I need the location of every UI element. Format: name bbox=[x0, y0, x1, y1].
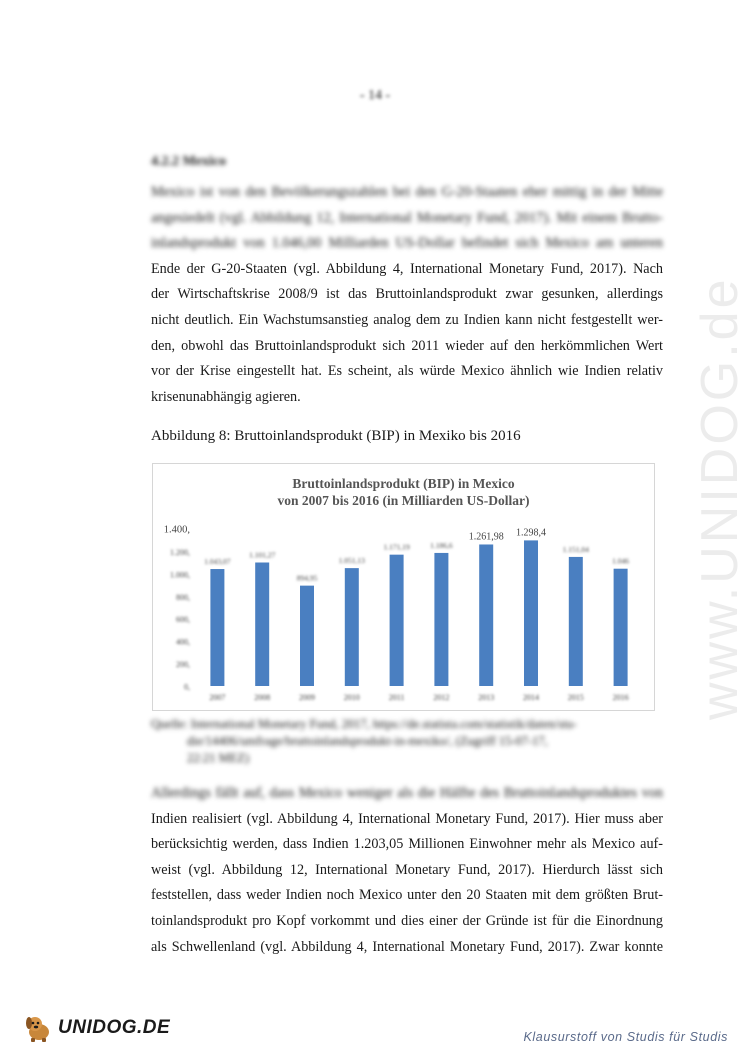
footer-logo bbox=[22, 1013, 170, 1043]
source-line: die/14406/umfrage/bruttoinlandsprodukt-in-mexiko/, (Zugriff 15-07-17, bbox=[187, 734, 548, 748]
bar-value-label: 894,95 bbox=[296, 573, 318, 583]
chart-subtitle: von 2007 bis 2016 (in Milliarden US-Dollar) bbox=[277, 493, 530, 508]
bar-2012 bbox=[434, 553, 448, 686]
x-tick-label: 2013 bbox=[478, 693, 495, 702]
dog-icon bbox=[22, 1013, 56, 1043]
y-tick-label: 800, bbox=[176, 592, 190, 602]
text-line: krisenunabhängig agieren. bbox=[151, 388, 301, 405]
x-tick-label: 2011 bbox=[388, 693, 405, 702]
source-line: 22:21 MEZ) bbox=[187, 751, 250, 765]
paragraph-mexico-comparison bbox=[151, 781, 663, 960]
y-tick-label: 400, bbox=[176, 637, 190, 647]
text-line: Mexico ist von den Bevölkerungszahlen bei den G-20-Staaten eher mittig in der Mitte bbox=[151, 184, 663, 200]
text-line: vor der Krise eingestellt hat. Es scheint, als würde Mexico ähnlich wie Indien relativ bbox=[151, 363, 663, 380]
bar-2013 bbox=[479, 544, 493, 686]
bar-value-label: 1.046 bbox=[612, 556, 630, 566]
source-line: Quelle: International Monetary Fund, 2017, https://de.statista.com/statistik/daten/stu- bbox=[151, 717, 577, 731]
text-line: den, obwohl das Bruttoinlandsprodukt sich 2011 wieder auf den herkömmlichen Wert bbox=[151, 337, 663, 354]
footer-logo-text: UNIDOG.DE bbox=[58, 1017, 171, 1038]
bar-value-label: 1.261,98 bbox=[468, 531, 504, 543]
bar-2008 bbox=[255, 563, 269, 686]
x-tick-label: 2009 bbox=[299, 693, 315, 702]
y-tick-label: 1.400, bbox=[163, 524, 190, 536]
figure-source bbox=[151, 716, 663, 767]
text-line: Allerdings fällt auf, dass Mexico weniger als die Hälfte des Bruttoinlandsproduktes von bbox=[151, 785, 663, 801]
section-heading: 4.2.2 Mexico bbox=[151, 154, 227, 169]
y-tick-label: 1.000, bbox=[170, 570, 190, 580]
x-tick-label: 2015 bbox=[567, 693, 584, 702]
text-line: inlandsprodukt von 1.046,00 Milliarden US-Dollar befindet sich Mexico am unteren bbox=[151, 235, 663, 252]
x-tick-label: 2007 bbox=[209, 693, 226, 702]
bar-2009 bbox=[300, 586, 314, 686]
text-line: als Schwellenland (vgl. Abbildung 4, International Monetary Fund, 2017). Zwar konnte bbox=[151, 938, 663, 955]
footer-tagline: Klausurstoff von Studis für Studis bbox=[523, 1030, 728, 1044]
figure-caption: Abbildung 8: Bruttoinlandsprodukt (BIP) in Mexiko bis 2016 bbox=[151, 428, 521, 444]
bar-value-label: 1.298,4 bbox=[516, 527, 546, 539]
y-tick-label: 1.200, bbox=[170, 547, 190, 557]
bar-value-label: 1.171,19 bbox=[383, 542, 410, 552]
x-tick-label: 2008 bbox=[254, 693, 271, 702]
bar-value-label: 1.101,27 bbox=[249, 550, 276, 560]
text-line: nicht deutlich. Ein Wachstumsanstieg analog dem zu Indien kann nicht festgestellt wer- bbox=[151, 311, 663, 328]
text-line: angesiedelt (vgl. Abbildung 12, International Monetary Fund, 2017). Mit einem Brutto- bbox=[151, 209, 663, 226]
text-line: Indien realisiert (vgl. Abbildung 4, International Monetary Fund, 2017). Hier muss aber bbox=[151, 810, 663, 827]
bar-value-label: 1.043,07 bbox=[204, 557, 231, 567]
text-line: weist (vgl. Abbildung 12, International Monetary Fund, 2017). Hierdurch lässt sich bbox=[151, 861, 663, 878]
bar-2015 bbox=[569, 557, 583, 686]
bar-2011 bbox=[390, 555, 404, 686]
bar-2010 bbox=[345, 568, 359, 686]
x-tick-label: 2014 bbox=[523, 693, 539, 702]
text-line: feststellen, dass weder Indien noch Mexico unter den 20 Staaten mit dem größten Brut- bbox=[151, 887, 663, 904]
watermark: www.UNIDOG.de bbox=[691, 276, 749, 720]
text-line: der Wirtschaftskrise 2008/9 ist das Bruttoinlandsprodukt zwar gesunken, allerdings bbox=[151, 286, 663, 303]
bar-value-label: 1.186,6 bbox=[430, 540, 453, 550]
text-line: toinlandsprodukt pro Kopf vorkommt und dies einer der Gründe ist für die Einordnung bbox=[151, 912, 663, 929]
bip-bar-chart bbox=[153, 464, 654, 710]
bar-value-label: 1.051,13 bbox=[338, 556, 365, 566]
text-line: Ende der G-20-Staaten (vgl. Abbildung 4, International Monetary Fund, 2017). Nach bbox=[151, 260, 663, 277]
chart-title: Bruttoinlandsprodukt (BIP) in Mexico bbox=[292, 476, 515, 491]
y-tick-label: 200, bbox=[176, 660, 190, 670]
y-tick-label: 600, bbox=[176, 615, 190, 625]
bar-2014 bbox=[524, 540, 538, 686]
paragraph-mexico-intro bbox=[151, 180, 663, 410]
bar-value-label: 1.151,04 bbox=[562, 544, 589, 554]
bar-2016 bbox=[614, 569, 628, 686]
y-tick-label: 0, bbox=[184, 682, 190, 692]
text-line: berücksichtig werden, dass Indien 1.203,05 Millionen Einwohner mehr als Mexico auf- bbox=[151, 836, 663, 853]
bar-2007 bbox=[210, 569, 224, 686]
page-number: - 14 - bbox=[359, 88, 391, 103]
x-tick-label: 2012 bbox=[433, 693, 450, 702]
x-tick-label: 2010 bbox=[343, 693, 360, 702]
x-tick-label: 2016 bbox=[612, 693, 629, 702]
chart-container bbox=[152, 463, 655, 711]
